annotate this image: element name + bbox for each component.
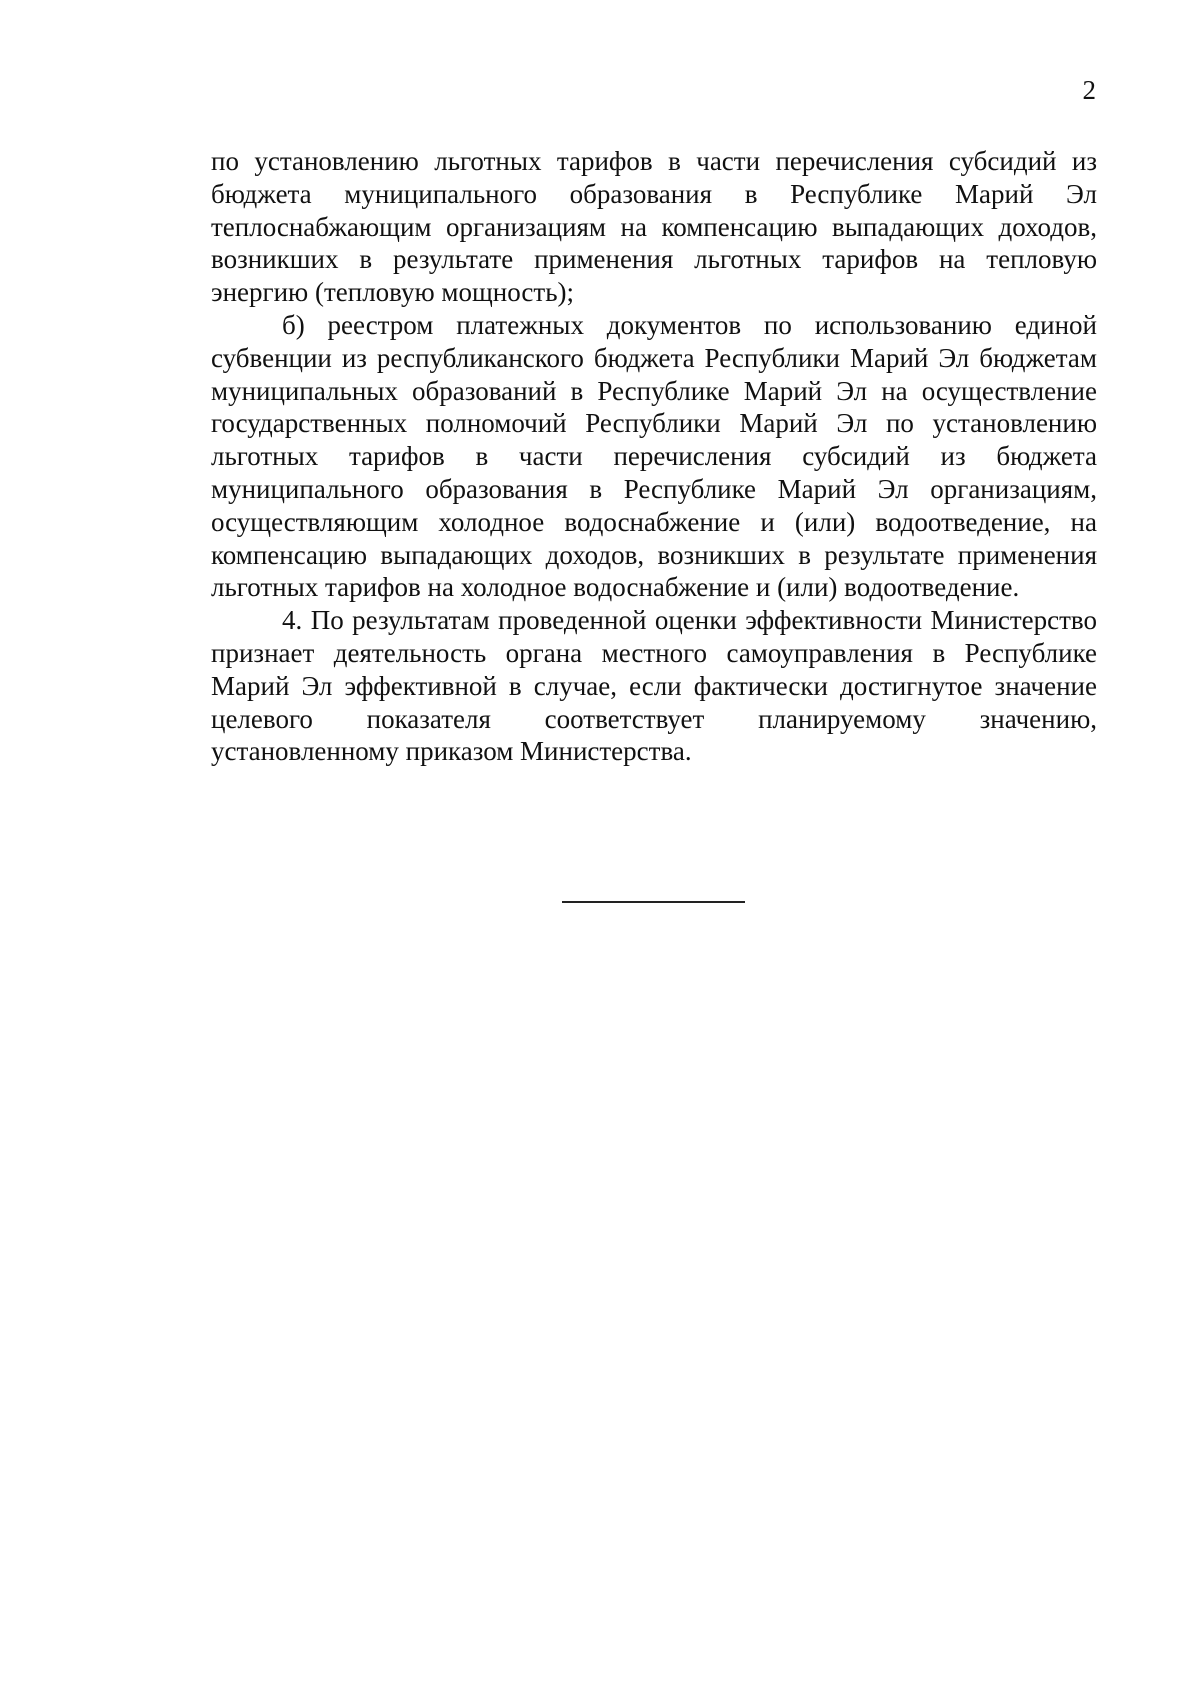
paragraph-continuation: по установлению льготных тарифов в части перечисления субсидий из бюджета муниципального образования в Республике Марий Эл теплоснабжающим организациям на компенсацию выпадающих доходов, возникших в результате применения льготных тарифов на тепловую энергию (тепловую мощность);	[211, 146, 1097, 308]
page-number: 2	[1082, 75, 1096, 105]
paragraph-item-4: 4. По результатам проведенной оценки эффективности Министерство признает деятельность органа местного самоуправления в Республике Марий Эл эффективной в случае, если фактически достигнутое значение целевого показателя соответствует планируемому значению, установленному приказом Министерства.	[211, 605, 1097, 767]
end-of-document-rule	[562, 901, 745, 903]
paragraph-item-b: б) реестром платежных документов по использованию единой субвенции из республиканского бюджета Республики Марий Эл бюджетам муниципальных образований в Республике Марий Эл на осуществление государственных полномочий Республики Марий Эл по установлению льготных тарифов в части перечисления субсидий из бюджета муниципального образования в Республике Марий Эл организациям, осуществляющим холодное водоснабжение и (или) водоотведение, на компенсацию выпадающих доходов, возникших в результате применения льготных тарифов на холодное водоснабжение и (или) водоотведение.	[211, 309, 1097, 603]
document-body	[211, 145, 1097, 768]
